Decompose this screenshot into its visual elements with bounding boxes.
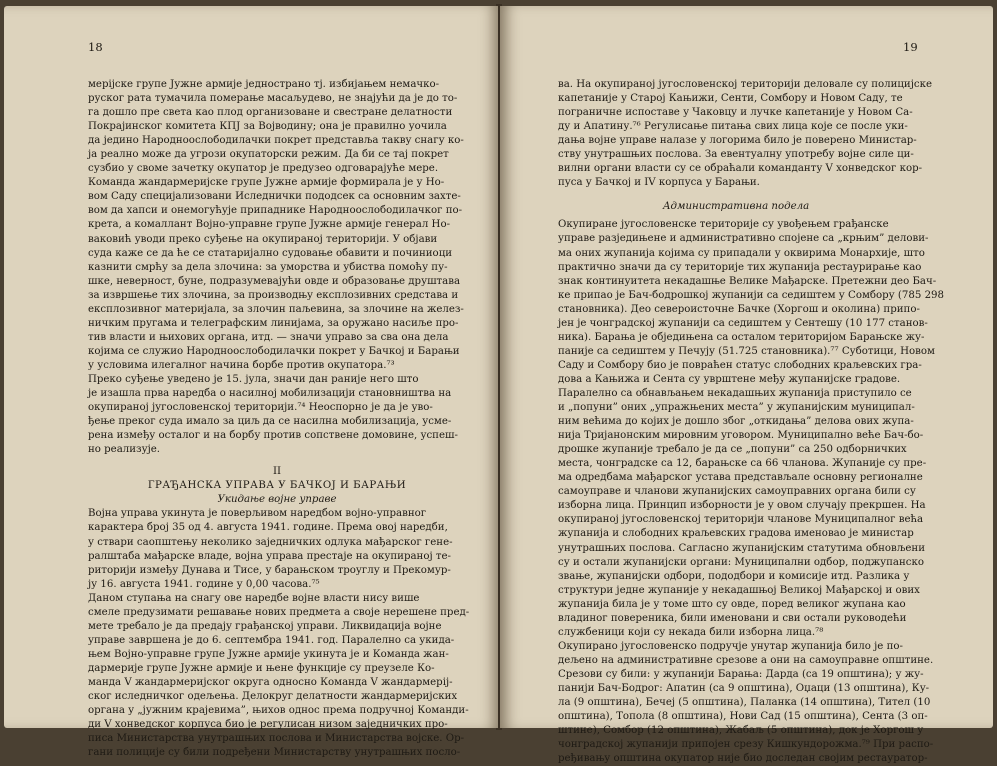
text-line: крета, а комаллант Војно-управне групе Јужне армије генерал Но- (88, 219, 451, 231)
page-body (88, 78, 470, 760)
text-line: Команда жандармеријске групе Јужне армије формирала је у Но- (88, 177, 445, 189)
text-line: гани полиције су били подређени Министарству унутрашњих посло- (88, 747, 461, 759)
text-line: тив власти и њихових органа, итд. — значи управо за сва она дела (88, 331, 449, 343)
text-line: и „попуни” оних „упражњених места” у жупанијским муниципал- (558, 402, 915, 414)
text-line: га дошло пре света као плод организоване и свестране делатности (88, 107, 453, 119)
text-line: звање, жупанијски одбори, пододбори и комисије итд. Разлика у (558, 570, 910, 582)
text-line: рена између осталог и на борбу против сопствене домовине, успеш- (88, 430, 458, 442)
text-line: општина), Топола (8 општина), Нови Сад (15 општина), Сента (3 оп- (558, 711, 928, 723)
text-line: службеници који су некада били изборна лица.⁷⁸ (558, 626, 824, 638)
text-line: окупираној југословенској територији.⁷⁴ Неоспорно је да је уво- (88, 402, 433, 414)
text-line: су и остали жупанијски органи: Муниципални одбор, поджупанско (558, 556, 924, 568)
text-line: дармерије групе Јужне армије и њене функције су преузеле Ко- (88, 662, 435, 674)
text-line: Окупиране југословенске територије су увођењем грађанске (558, 219, 889, 231)
text-line: шке, неверност, буне, подразумевајући овде и образовање друштава (88, 275, 461, 287)
text-line: пограничне испоставе у Чаковцу и лучке капетаније у Новом Са- (558, 107, 913, 119)
text-line: којима се служио Народноослободилачки покрет у Бачкој и Барањи (88, 345, 460, 357)
text-line: ду и Апатину.⁷⁶ Регулисање питања свих лица које се после уки- (558, 121, 908, 133)
text-line: ничким пругама и телеграфским линијама, за оружано насиље про- (88, 317, 459, 329)
text-line: дова а Кањижа и Сента су уврштене међу жупанијске градове. (558, 373, 901, 385)
paragraph-block (558, 78, 932, 190)
paragraph-block (88, 507, 470, 760)
text-line: управе завршена је до 6. септембра 1941. год. Паралелно са укида- (88, 634, 455, 646)
text-line: ке припао је Бач-бодрошкој жупанији са седиштем у Сомбору (785 298 (558, 289, 945, 301)
text-line: Војна управа укинута је поверљивом наредбом војно-управног (88, 508, 427, 520)
text-line: суда каже се да ће се статаријално судовање обавити и починиоци (88, 247, 453, 259)
text-line: знак континуитета некадашње Велике Мађарске. Претежни део Бач- (558, 275, 937, 287)
text-line: пуса у Бачкој и IV корпуса у Барањи. (558, 177, 760, 189)
subsection-title: Укидање војне управе (217, 494, 337, 506)
text-line: дрошке жупаније требало је да се „попуни” са 250 одборничких (558, 444, 907, 456)
text-line: казнити смрћу за дела злочина: за уморства и убиства помоћу пу- (88, 261, 448, 273)
page-number: 18 (88, 40, 103, 54)
text-line: изборна лица. Принцип изборности је у овом случају прекршен. На (558, 500, 926, 512)
paragraph-block (88, 78, 466, 457)
text-line: Срезови су били: у жупанији Барања: Дарда (са 19 општина); у жу- (558, 668, 924, 680)
text-line: ђење преког суда имало за циљ да се насилна мобилизација, усме- (88, 416, 452, 428)
text-line: мете требало је да предају грађанској управи. Ликвидација војне (88, 620, 442, 632)
text-line: ника). Барања је обједињена са осталом територијом Барањске жу- (558, 331, 925, 343)
text-line: Саду и Сомбору био је повраћен статус слободних краљевских гра- (558, 359, 922, 371)
text-line: нија Тријанонским мировним уговором. Муниципално веће Бач-бо- (558, 430, 924, 442)
text-line: ла (9 општина), Бечеј (5 општина), Паланка (14 општина), Тител (10 (558, 697, 931, 709)
text-line: ма оних жупанија којима су припадали у оквирима Монархије, што (558, 247, 925, 259)
page-number: 19 (903, 40, 918, 54)
text-line: ва. На окупираној југословенској територији деловале су полицијске (558, 79, 932, 90)
text-line: Даном ступања на снагу ове наредбе војне власти нису више (88, 592, 420, 604)
text-line: ним већима до којих је дошло због „откидања” делова ових жупа- (558, 416, 914, 428)
text-line: у условима илегалног начина борбе против окупатора.⁷³ (88, 359, 395, 371)
section-number: II (272, 466, 282, 478)
text-line: самоуправе и чланови жупанијских самоуправних органа били су (558, 486, 916, 498)
text-line: ди V хонведског корпуса био је регулисан низом заједничких про- (88, 719, 448, 731)
text-line: писа Министарства унутрашњих послова и Министарства војске. Ор- (88, 733, 465, 745)
text-line: панији Бач-Бодрог: Апатин (са 9 општина), Оџаци (13 општина), Ку- (558, 682, 930, 694)
text-line: Паралелно са обнављањем некадашњих жупанија приступило се (558, 387, 912, 399)
text-line: јен је чонградској жупанији са седиштем у Сентешу (10 177 станов- (558, 317, 928, 329)
text-line: капетаније у Старој Кањижи, Сенти, Сомбору и Новом Саду, те (558, 93, 903, 105)
text-line: смеле предузимати решавање нових предмета а своје нерешене пред- (88, 606, 470, 618)
text-line: жупанија била је у томе што су овде, поред великог жупана као (558, 598, 906, 610)
text-line: жупанија и слободних краљевских градова именовао је министар (558, 528, 914, 540)
text-line: риторији између Дунава и Тисе, у барањском троуглу и Прекомур- (88, 564, 451, 576)
text-line: вом да хапси и онемогућује припаднике Народноослободилачког по- (88, 205, 463, 217)
text-line: ма одредбама мађарског устава представљале основну регионалне (558, 472, 923, 484)
text-line: ског иследничког одељења. Делокруг делатности жандармеријских (88, 691, 458, 703)
text-line: Покрајинског комитета КПЈ за Војводину; она је правилно уочила (88, 121, 447, 133)
text-line: карактера број 35 од 4. августа 1941. године. Према овој наредби, (88, 522, 448, 534)
text-line: органа у „јужним крајевима”, њихов однос према подручној Команди- (88, 705, 469, 717)
text-line: структури једне жупаније у некадашњој Великој Мађарској и ових (558, 584, 920, 596)
text-line: чонградској жупанији припојен срезу Кишкундорожма.⁷⁹ При распо- (558, 739, 934, 751)
text-line: је изашла прва наредба о насилној мобилизацији становништва на (88, 388, 452, 400)
text-line: но реализује. (88, 444, 161, 456)
text-line: сузбио у своме зачетку окупатор је предузео одговарајуће мере. (88, 163, 439, 175)
subsection-title: Административна подела (662, 201, 810, 213)
text-line: ју 16. августа 1941. године у 0,00 часова.⁷⁵ (88, 578, 320, 590)
text-line: ређивању општина окупатор није био доследан својим рестауратор- (558, 753, 928, 765)
text-line: штине), Сомбор (12 општина), Жабаљ (5 општина), док је Хоргош у (558, 725, 924, 737)
text-line: ваковић уводи преко суђење на окупираној територији. У објави (88, 233, 438, 245)
right-page (500, 6, 993, 765)
text-line: руског рата тумачила померање масаљудево, не знајући да је до то- (88, 93, 458, 105)
text-line: окупираној југословенској територији чланове Муниципалног већа (558, 514, 924, 526)
text-line: дељено на административне срезове а они на самоуправне општине. (558, 654, 934, 666)
text-line: њем Војно-управне групе Јужне армије укинута је и Команда жан- (88, 648, 449, 660)
text-line: унутрашњих послова. Сагласно жупанијским статутима обновљени (558, 542, 925, 554)
text-line: да једино Народноослободилачки покрет представља такву снагу ко- (88, 135, 464, 147)
text-line: вилни органи власти су се обраћали команданту V хонведског кор- (558, 163, 923, 175)
text-line: вом Саду специјализовани Иследнички пододсек са основним захте- (88, 191, 461, 203)
text-line: Окупирано југословенско подручје унутар жупанија било је по- (558, 640, 903, 652)
text-line: у ствари саопштењу неколико заједничких одлука мађарског гене- (88, 536, 453, 548)
text-line: ству унутрашњих послова. За евентуалну употребу војне силе ци- (558, 149, 914, 161)
page-body (558, 78, 945, 766)
text-line: управе разједињене и административно спојене са „крњим” делови- (558, 233, 929, 245)
text-line: владиног повереника, били именовани и сви остали руководећи (558, 612, 907, 624)
text-line: ја реално може да угрози окупаторски режим. Да би се тај покрет (88, 149, 449, 161)
text-line: места, чонградске са 12, барањске са 66 чланова. Жупаније су пре- (558, 458, 927, 470)
text-line: за извршење тих злочина, за производњу експлозивних средстава и (88, 289, 459, 301)
paragraph-block (558, 218, 945, 766)
left-page (4, 6, 498, 759)
text-line: експлозивног материјала, за злочин паљевина, за злочине на желез- (88, 303, 464, 315)
text-line: дања војне управе налазе у логорима било је поверено Министар- (558, 135, 917, 147)
section-title: ГРАЂАНСКА УПРАВА У БАЧКОЈ И БАРАЊИ (147, 480, 407, 492)
text-line: манда V жандармеријског округа односно Команда V жандармерiј- (88, 676, 453, 688)
text-line: становника). Део североисточне Бачке (Хоргош и околина) припо- (558, 303, 920, 315)
text-line: мерiјске групе Јужне армије једнострано тј. избијањем немачко- (88, 79, 440, 90)
text-line: ралштаба мађарске владе, војна управа престаје на окупираној те- (88, 550, 451, 562)
text-line: Преко суђење уведено је 15. јула, значи дан раније него што (88, 373, 419, 385)
text-line: практично значи да су територије тих жупанија рестаурирање као (558, 261, 922, 273)
text-line: паније са седиштем у Печују (51.725 становника).⁷⁷ Суботици, Новом (558, 345, 935, 357)
